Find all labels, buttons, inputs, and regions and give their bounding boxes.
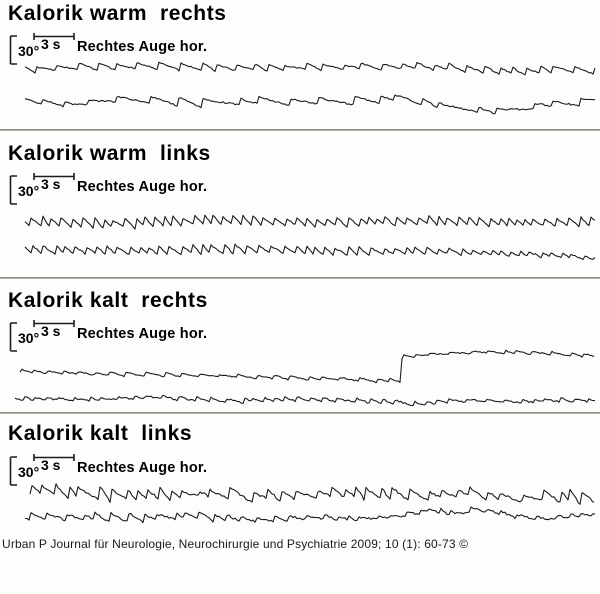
amplitude-scale-label: 30° — [18, 464, 40, 480]
amplitude-scale-label: 30° — [18, 183, 40, 199]
eng-traces — [0, 0, 600, 130]
panel-title: Kalorik warm links — [8, 142, 211, 165]
eng-trace — [15, 395, 595, 405]
panel-kalorik-kalt-rechts — [0, 279, 600, 413]
panel-title: Kalorik warm rechts — [8, 2, 227, 25]
eng-traces — [0, 279, 600, 413]
panel-kalorik-kalt-links — [0, 415, 600, 538]
panel-divider — [0, 412, 600, 414]
channel-label: Rechtes Auge hor. — [77, 326, 208, 342]
panel-kalorik-warm-rechts — [0, 0, 600, 130]
time-scale-label: 3 s — [41, 457, 61, 473]
citation-text: Urban P Journal für Neurologie, Neurochirurgie und Psychiatrie 2009; 10 (1): 60-73 © — [2, 537, 469, 551]
eng-trace — [30, 484, 594, 505]
channel-label: Rechtes Auge hor. — [77, 179, 208, 195]
panel-kalorik-warm-links — [0, 131, 600, 278]
amplitude-scale-label: 30° — [18, 43, 40, 59]
eng-trace — [25, 244, 595, 259]
channel-label: Rechtes Auge hor. — [77, 39, 208, 55]
amplitude-scale-label: 30° — [18, 330, 40, 346]
eng-trace — [25, 62, 595, 75]
eng-trace — [25, 95, 595, 114]
eng-trace — [25, 507, 595, 523]
eng-traces — [0, 415, 600, 538]
eng-traces — [0, 131, 600, 278]
time-scale-label: 3 s — [41, 323, 61, 339]
time-scale-label: 3 s — [41, 176, 61, 192]
eng-trace — [25, 215, 595, 229]
eng-trace — [20, 350, 594, 383]
channel-label: Rechtes Auge hor. — [77, 460, 208, 476]
time-scale-label: 3 s — [41, 36, 61, 52]
panel-title: Kalorik kalt rechts — [8, 289, 208, 312]
panel-title: Kalorik kalt links — [8, 422, 193, 445]
